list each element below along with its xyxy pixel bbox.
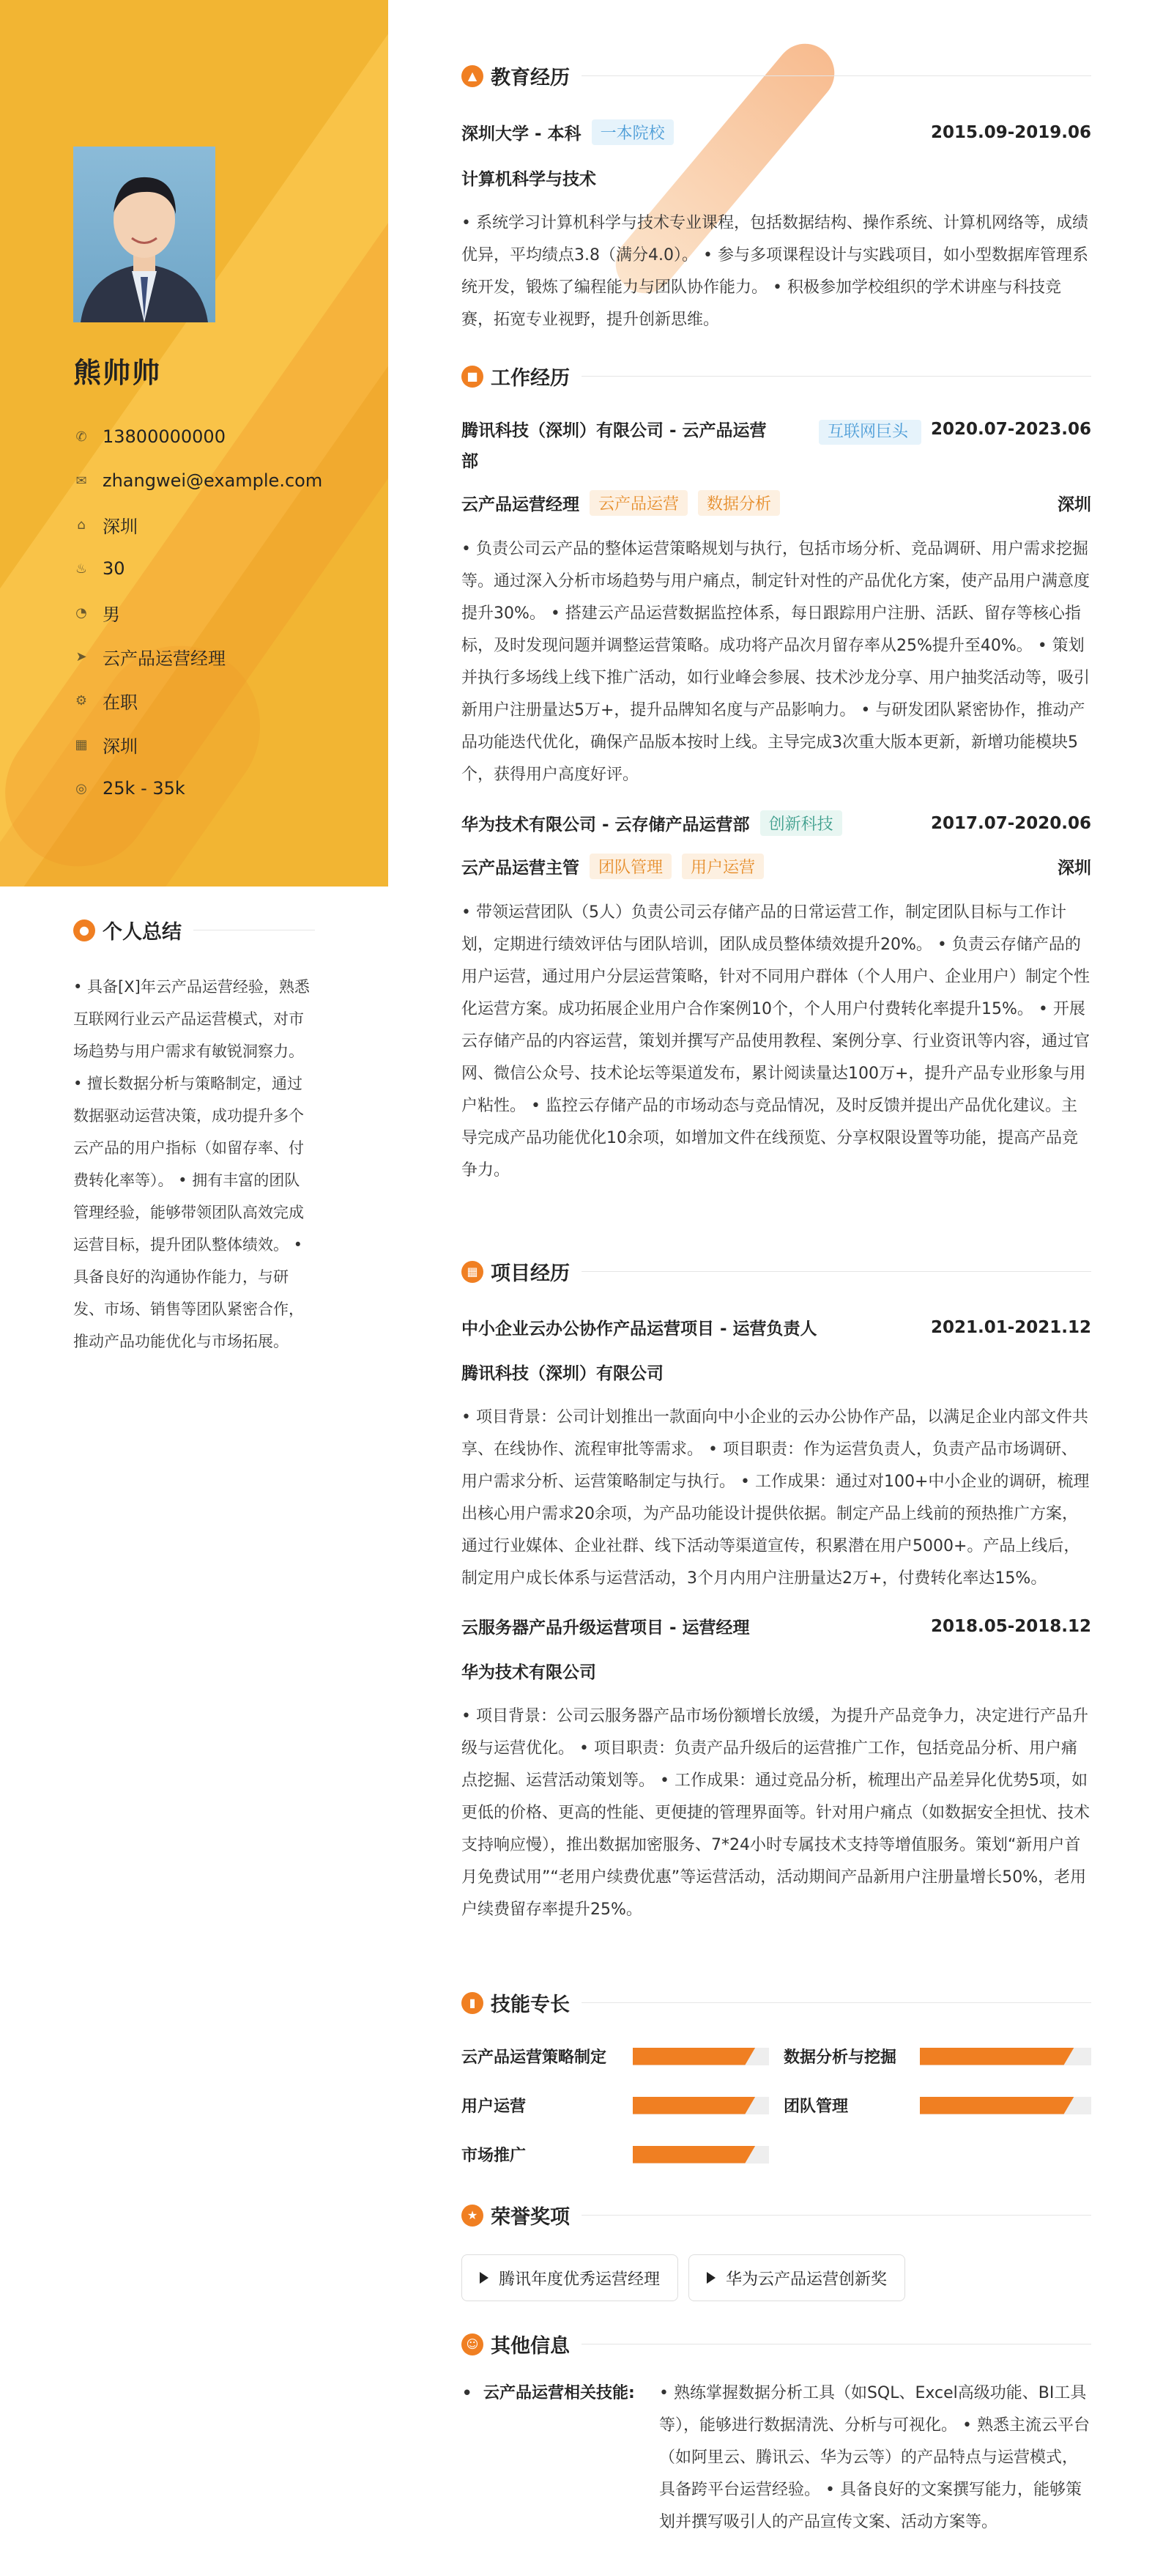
skill-item: 市场推广 [461,2143,784,2166]
building-icon: ▦ [75,736,88,752]
education-heading: ▲ 教育经历 [461,62,1091,90]
education-section [461,62,1091,336]
skill-bar [633,2097,769,2114]
gender-icon: ◔ [75,604,87,621]
work-heading: ■ 工作经历 [461,362,1091,391]
job-1-role-row [461,490,1091,516]
school-tag: 一本院校 [592,119,674,145]
skills-section [461,1988,1091,2166]
award-item: 华为云产品运营创新奖 [688,2254,905,2301]
awards-heading: ★ 荣誉奖项 [461,2201,1091,2229]
sidebar [0,0,388,887]
education-entry-title [461,119,1091,145]
job-2-city: 深圳 [1058,859,1091,878]
skill-item: 用户运营 [461,2094,784,2117]
summary-text: • 具备[X]年云产品运营经验，熟悉互联网行业云产品运营模式，对市场趋势与用户需求有敏锐洞察力。 • 擅长数据分析与策略制定，通过数据驱动运营决策，成功提升多个云产品的用户指标（如留存率、付费转化率等）。 • 拥有丰富的团队管理经验，能够带领团队高效完成运营目标，提升团队整体绩效。 • 具备良好的沟通协作能力，与研发、市场、销售等团队紧密合作，推动产品功能优化与市场拓展。 [73,978,310,1350]
play-icon [707,2272,716,2284]
awards-list [461,2254,1091,2301]
skill-bar-fill [920,2048,1074,2065]
bar-chart-icon: ▮ [461,1992,483,2014]
project-1-title [461,1315,1091,1339]
job-1-skill-tag: 云产品运营 [590,490,688,516]
project-1-desc: • 项目背景：公司计划推出一款面向中小企业的云办公协作产品，以满足企业内部文件共享、在线协作、流程审批等需求。 • 项目职责：作为运营负责人，负责产品市场调研、用户需求分析、运营策略制定与执行。 • 工作成果：通过对100+中小企业的调研，梳理出核心用户需求20余项，为产品功能设计提供依据。制定产品上线前的预热推广方案，通过行业媒体、企业社群、线下活动等渠道宣传，积累潜在用户5000+。产品上线后，制定用户成长体系与运营活动，3个月内用户注册量达2万+，付费转化率达15%。 [461,1408,1090,1588]
info-salary: ◎ 25k - 35k [73,766,322,810]
skill-bar-fill [633,2097,755,2114]
project-1-name: 中小企业云办公协作产品运营项目 - 运营负责人 [461,1320,817,1339]
job-1-company-tag: 互联网巨头 [819,420,921,445]
cake-icon: ♨ [75,560,88,577]
project-2-org: 华为技术有限公司 [461,1663,596,1682]
other-item [461,2377,1091,2539]
profile-photo [73,147,215,322]
contact-info [73,415,322,810]
projects-heading: ▦ 项目经历 [461,1257,1091,1286]
skill-bar-fill [633,2146,755,2164]
home-icon: ⌂ [77,517,86,533]
play-icon [480,2272,488,2284]
other-section [461,2330,1091,2539]
project-2-date: 2018.05-2018.12 [930,1616,1091,1636]
education-major: 计算机科学与技术 [461,170,596,189]
skill-bar [920,2048,1091,2065]
job-2-desc: • 带领运营团队（5人）负责公司云存储产品的日常运营工作，制定团队目标与工作计划，定期进行绩效评估与团队培训，团队成员整体绩效提升20%。 • 负责云存储产品的用户运营，通过用户分层运营策略，针对不同用户群体（个人用户、企业用户）制定个性化运营方案。成功拓展企业用户合作案例10个，个人用户付费转化率提升15%。 • 开展云存储产品的内容运营，策划并撰写产品使用教程、案例分享、行业资讯等内容，通过官网、微信公众号、技术论坛等渠道发布，累计阅读量达100万+，提升产品专业形象与用户粘性。 • 监控云存储产品的市场动态与竞品情况，及时反馈并提出产品优化建议。主导完成产品功能优化10余项，如增加文件在线预览、分享权限设置等功能，提高产品竞争力。 [461,903,1090,1180]
info-age: ♨ 30 [73,547,322,591]
info-phone: ✆ 13800000000 [73,415,322,459]
awards-section [461,2201,1091,2301]
job-2-skill-tag: 用户运营 [682,854,764,879]
school-name: 深圳大学 - 本科 [461,125,582,144]
job-1-desc: • 负责公司云产品的整体运营策略规划与执行，包括市场分析、竞品调研、用户需求挖掘等。通过深入分析市场趋势与用户痛点，制定针对性的产品优化方案，使产品用户满意度提升30%。 • 搭建云产品运营数据监控体系，每日跟踪用户注册、活跃、留存等核心指标，及时发现问题并调整运营策略。成功将产品次月留存率从25%提升至40%。 • 策划并执行多场线上线下推广活动，如行业峰会参展、技术沙龙分享、用户抽奖活动等，吸引新用户注册量达5万+，提升品牌知名度与产品影响力。 • 与研发团队紧密协作，推动产品功能迭代优化，确保产品版本按时上线。主导完成3次重大版本更新，新增功能模块5个，获得用户高度好评。 [461,540,1090,784]
gear-icon: ⚙ [75,692,88,708]
job-1-city: 深圳 [1058,495,1091,514]
trophy-icon: ★ [461,2205,483,2227]
job-1-company: 腾讯科技（深圳）有限公司 - 云产品运营 [461,421,767,440]
info-status: ⚙ 在职 [73,678,322,722]
work-section [461,362,1091,1187]
divider [582,2002,1091,2003]
skills-heading: ▮ 技能专长 [461,1988,1091,2017]
job-2-role-row [461,854,1091,879]
skill-bar-fill [633,2048,755,2065]
skill-bar [633,2048,769,2065]
grid-icon: ▦ [461,1261,483,1283]
phone-icon: ✆ [75,429,87,445]
skill-item: 团队管理 [784,2094,1091,2117]
bullet: • [461,2383,473,2405]
send-icon: ➤ [75,648,87,665]
mail-icon: ✉ [75,473,87,489]
other-heading: ☺ 其他信息 [461,2330,1091,2358]
info-position: ➤ 云产品运营经理 [73,634,322,678]
skill-bar [920,2097,1091,2114]
education-desc: • 系统学习计算机科学与技术专业课程，包括数据结构、操作系统、计算机网络等，成绩优异，平均绩点3.8（满分4.0）。 • 参与多项课程设计与实践项目，如小型数据库管理系统开发，锻炼了编程能力与团队协作能力。 • 积极参加学校组织的学术讲座与科技竞赛，拓宽专业视野，提升创新思维。 [461,214,1088,329]
summary-section [73,916,315,1358]
job-1-date: 2020.07-2023.06 [930,420,1091,439]
award-item: 腾讯年度优秀运营经理 [461,2254,678,2301]
summary-heading: ● 个人总结 [73,916,315,944]
job-2-role: 云产品运营主管 [461,859,579,878]
projects-section [461,1257,1091,1926]
coin-icon: ◎ [75,780,87,796]
job-1-skill-tag: 数据分析 [698,490,780,516]
other-key: 云产品运营相关技能: [483,2384,635,2402]
project-2-title [461,1614,1091,1638]
project-2-desc: • 项目背景：公司云服务器产品市场份额增长放缓，为提升产品竞争力，决定进行产品升级与运营优化。 • 项目职责：负责产品升级后的运营推广工作，包括竞品分析、用户痛点挖掘、运营活动策划等。 • 工作成果：通过竞品分析，梳理出产品差异化优势5项，如更低的价格、更高的性能、更便捷的管理界面等。针对用户痛点（如数据安全担忧、技术支持响应慢），推出数据加密服务、7*24小时专属技术支持等增值服务。策划“新用户首月免费试用”“老用户续费优惠”等运营活动，活动期间产品新用户注册量增长50%，老用户续费留存率提升25%。 [461,1707,1090,1919]
divider [582,75,1091,76]
person-icon: ☺ [461,2333,483,2355]
profile-name: 熊帅帅 [73,357,162,389]
job-1-role: 云产品运营经理 [461,495,579,514]
user-icon: ● [73,919,95,941]
job-2-company-tag: 创新科技 [760,810,842,836]
skills-grid [461,2045,1091,2166]
briefcase-icon: ■ [461,366,483,388]
info-target-city: ▦ 深圳 [73,722,322,766]
job-1-title: 腾讯科技（深圳）有限公司 - 云产品运营 部 互联网巨头 2020.07-2023.06 [461,415,1091,477]
info-location: ⌂ 深圳 [73,503,322,547]
education-date: 2015.09-2019.06 [930,122,1091,142]
other-value: • 熟练掌握数据分析工具（如SQL、Excel高级功能、BI工具等），能够进行数据清洗、分析与可视化。 • 熟悉主流云平台（如阿里云、腾讯云、华为云等）的产品特点与运营模式，具备跨平台运营经验。 • 具备良好的文案撰写能力，能够策划并撰写吸引人的产品宣传文案、活动方案等。 [659,2384,1090,2531]
divider [582,2215,1091,2216]
job-2-company: 华为技术有限公司 - 云存储产品运营部 [461,815,750,834]
skill-item: 云产品运营策略制定 [461,2045,784,2068]
project-2-name: 云服务器产品升级运营项目 - 运营经理 [461,1618,750,1637]
project-1-org: 腾讯科技（深圳）有限公司 [461,1364,664,1383]
divider [582,1271,1091,1272]
divider [582,376,1091,377]
info-email: ✉ zhangwei@example.com [73,459,322,503]
job-2-date: 2017.07-2020.06 [930,813,1091,833]
project-1-date: 2021.01-2021.12 [930,1317,1091,1337]
skill-item: 数据分析与挖掘 [784,2045,1091,2068]
skill-bar [633,2146,769,2164]
skill-bar-fill [920,2097,1074,2114]
job-2-title [461,810,1091,836]
job-2-skill-tag: 团队管理 [590,854,672,879]
graduation-cap-icon: ▲ [461,65,483,87]
info-gender: ◔ 男 [73,591,322,634]
